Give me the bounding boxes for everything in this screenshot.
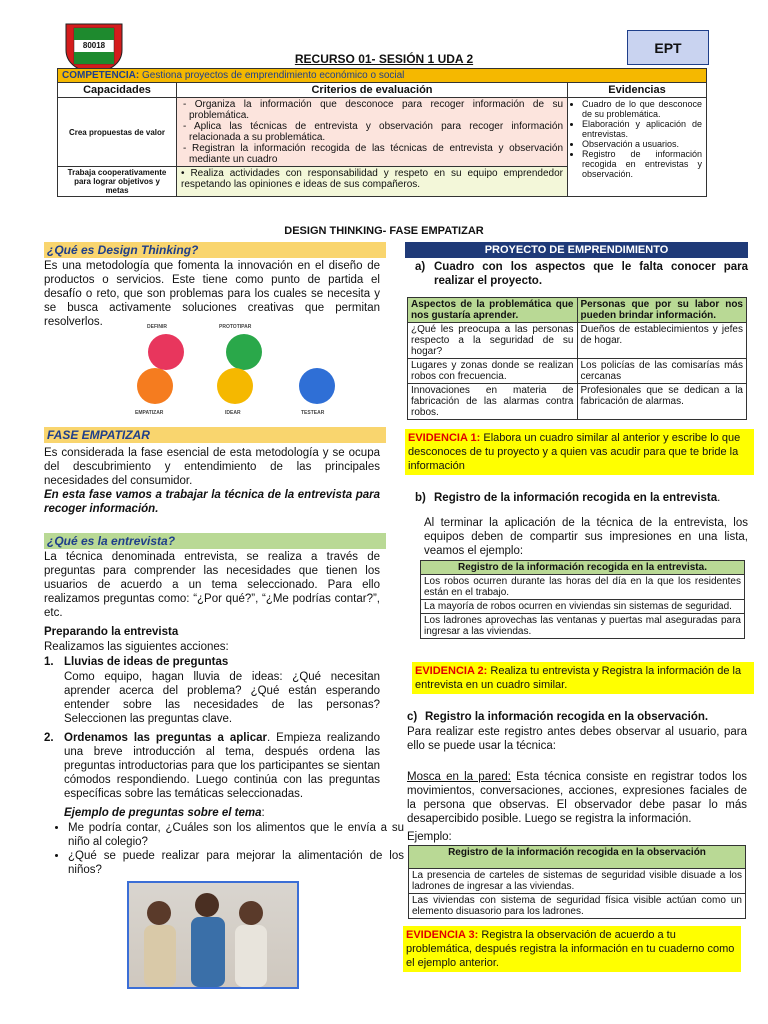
criterio-item: - Registran la información recogida de las técnicas de entrevista y observación mediante un cuadro — [189, 143, 563, 165]
table-cell: La mayoría de robos ocurren en viviendas sin sistemas de seguridad. — [421, 600, 745, 614]
col-evidencias: Evidencias — [568, 83, 707, 98]
competencia-table — [57, 68, 707, 197]
table-cell: ¿Qué les preocupa a las personas respecto a la seguridad de su hogar? — [408, 323, 578, 359]
evidencia-1-label: EVIDENCIA 1: — [408, 432, 481, 444]
table-row — [421, 600, 745, 614]
example-heading — [64, 806, 265, 820]
table-cell: Profesionales que se dedican a la fabricación de alarmas. — [577, 384, 747, 420]
b-title: Registro de la información recogida en la entrevista — [434, 492, 718, 504]
ejemplo-label: Ejemplo: — [407, 831, 452, 843]
b-label: b) — [415, 492, 426, 504]
definir-circle — [148, 334, 184, 370]
mosca-text: Esta técnica consiste en registrar todos los movimientos, conversaciones, acciones, expresiones faciales de la persona que observas. El observador debe pasar lo más desapercibido posible. Luego se registra la información. — [407, 771, 747, 825]
step1-title: Lluvias de ideas de preguntas — [64, 656, 229, 668]
testear-circle — [299, 368, 335, 404]
a-label: a) — [415, 261, 426, 273]
fase-empatizar-bold: En esta fase vamos a trabajar la técnica de la entrevista para recoger información. — [44, 489, 380, 515]
empatizar-circle — [137, 368, 173, 404]
label-idear: IDEAR — [225, 410, 241, 416]
evidencia-item: • Registro de información recogida en entrevistas y observación. — [582, 149, 702, 179]
table-row — [408, 323, 747, 359]
b-title-line — [434, 491, 748, 505]
entrevista-heading: ¿Qué es la entrevista? — [44, 533, 386, 549]
entrevista-table — [420, 560, 745, 639]
criterio-2-text: Realiza actividades con responsabilidad y respeto en su equipo emprendedor respetando las opiniones e ideas de sus compañeros. — [181, 168, 564, 190]
a-title: Cuadro con los aspectos que le falta conocer para realizar el proyecto. — [434, 261, 748, 287]
col-capacidades: Capacidades — [58, 83, 177, 98]
preparando-heading: Preparando la entrevista — [44, 626, 179, 638]
evidencia-3-text: Registra la observación de acuerdo a tu problemática, después registra la información en tu cuaderno como el ejemplo anterior. — [406, 929, 735, 969]
proyecto-heading: PROYECTO DE EMPRENDIMIENTO — [405, 242, 748, 258]
table-cell: Dueños de establecimientos y jefes de hogar. — [577, 323, 747, 359]
example-colon: : — [261, 807, 265, 819]
example-heading-text: Ejemplo de preguntas sobre el tema — [64, 807, 262, 819]
table-row — [408, 359, 747, 384]
criterios-1 — [177, 98, 568, 167]
fase-empatizar-text: Es considerada la fase esencial de esta metodología y se ocupa del descubrimiento y entendimiento de las principales necesidades del consumidor. — [44, 447, 380, 487]
example-bullet: • Me podría contar, ¿Cuáles son los alimentos que le envía a su niño al colegio? — [68, 821, 404, 849]
design-thinking-diagram — [135, 320, 325, 420]
page-title: RECURSO 01- SESIÓN 1 UDA 2 — [294, 52, 474, 66]
table-row — [421, 614, 745, 639]
evidencia-item: • Elaboración y aplicación de entrevistas. — [582, 119, 702, 139]
b-dot: . — [717, 492, 721, 504]
idear-circle — [217, 368, 253, 404]
evidencia-2 — [412, 662, 754, 694]
label-prototipar: PROTOTIPAR — [219, 324, 252, 330]
aspectos-header — [408, 298, 747, 323]
evidencia-1 — [405, 429, 754, 475]
step2-paragraph — [64, 731, 380, 801]
observacion-header — [409, 846, 746, 869]
evidencia-3-label: EVIDENCIA 3: — [406, 929, 479, 941]
step1-text: Como equipo, hagan lluvia de ideas: ¿Qué necesitan aprender acerca del problema? ¿Qué están esperando entender sobre las necesidades de las personas? Seleccionen las preguntas clave. — [64, 671, 380, 725]
observacion-table — [408, 845, 746, 919]
table-row — [409, 869, 746, 894]
entrevista-header-cell: Registro de la información recogida en la entrevista. — [421, 561, 745, 575]
aspectos-table — [407, 297, 747, 420]
mosca-paragraph — [407, 770, 747, 826]
evidencia-item: • Observación a usuarios. — [582, 139, 702, 149]
table-cell: Los ladrones aprovechas las ventanas y puertas mal aseguradas para ingresar a las viviendas. — [421, 614, 745, 639]
step2-title: Ordenamos las preguntas a aplicar — [64, 732, 267, 744]
team-photo — [127, 881, 299, 989]
aspectos-header-2: Personas que por su labor nos pueden brindar información. — [577, 298, 747, 323]
table-row — [409, 894, 746, 919]
preparando-text: Realizamos las siguientes acciones: — [44, 641, 229, 653]
table-cell: Los policías de las comisarías más cercanas — [577, 359, 747, 384]
c-label: c) — [407, 711, 418, 723]
example-list — [44, 821, 404, 877]
table-cell: Los robos ocurren durante las horas del día en la que los residentes están en el trabajo. — [421, 575, 745, 600]
competencia-text: Gestiona proyectos de emprendimiento económico o social — [142, 70, 405, 81]
label-empatizar: EMPATIZAR — [135, 410, 164, 416]
table-cell: Innovaciones en materia de fabricación de las alarmas contra robos. — [408, 384, 578, 420]
entrevista-text: La técnica denominada entrevista, se realiza a través de preguntas para comprender las necesidades que tienen los usuarios de acuerdo a un tema seleccionado. Para ello realizamos preguntas como: “¿Por qué?”, “¿Me podrías contar?”, etc. — [44, 551, 380, 619]
criterio-item: - Organiza la información que desconoce para recoger información de su problemática. — [189, 99, 563, 121]
b-text: Al terminar la aplicación de la técnica de la entrevista, los equipos deben de compartir sus impresiones en una lista, veamos el ejemplo: — [424, 517, 748, 557]
aspectos-header-1: Aspectos de la problemática que nos gustaría aprender. — [408, 298, 578, 323]
label-definir: DEFINIR — [147, 324, 167, 330]
design-thinking-text: Es una metodología que fomenta la innovación en el diseño de productos o servicios. Este tiene como punto de partida el desafío o reto, que son problemas para los cuales se necesita y se busca activamente soluciones creativas que permitan resolverlos. — [44, 260, 380, 328]
evidencias-cell — [568, 98, 707, 197]
design-thinking-heading: ¿Qué es Design Thinking? — [44, 242, 386, 258]
evidencia-item: • Cuadro de lo que desconoce de su problemática. — [582, 99, 702, 119]
table-cell: Las viviendas con sistema de seguridad física visible actúan como un elemento disuasorio para los ladrones. — [409, 894, 746, 919]
step1-number: 1. — [44, 656, 54, 668]
step2-text: . Empieza realizando una breve introducción al tema, después ordena las preguntas introductorias para que los participantes se sientan cómodos respondiendo. Luego continúa con las preguntas específicas sobre las temáticas seleccionadas. — [64, 732, 380, 800]
c-text: Para realizar este registro antes debes observar al usuario, para ello se puede usar la técnica: — [407, 726, 747, 752]
evidencia-2-text: Realiza tu entrevista y Registra la información de la entrevista en un cuadro similar. — [415, 665, 742, 691]
mosca-label: Mosca en la pared: — [407, 771, 511, 783]
label-testear: TESTEAR — [301, 410, 325, 416]
logo-number: 80018 — [82, 41, 106, 50]
example-bullet: • ¿Qué se puede realizar para mejorar la alimentación de los niños? — [68, 849, 404, 877]
table-row — [421, 575, 745, 600]
step2-number: 2. — [44, 732, 54, 744]
competencia-row — [58, 69, 707, 83]
table-cell: Lugares y zonas donde se realizan robos con frecuencia. — [408, 359, 578, 384]
capacidad-2: Trabaja cooperativamente para lograr objetivos y metas — [58, 167, 177, 197]
evidencia-2-label: EVIDENCIA 2: — [415, 665, 488, 677]
criterio-item: - Aplica las técnicas de entrevista y observación para recoger información relacionada a su problemática. — [189, 121, 563, 143]
table-cell: La presencia de carteles de sistemas de seguridad visible disuade a los ladrones de ingresar a las viviendas. — [409, 869, 746, 894]
col-criterios: Criterios de evaluación — [177, 83, 568, 98]
competencia-label: COMPETENCIA: — [62, 70, 140, 81]
fase-empatizar-heading: FASE EMPATIZAR — [44, 427, 386, 443]
capacidad-1: Crea propuestas de valor — [58, 98, 177, 167]
table-row — [408, 384, 747, 420]
c-title: Registro la información recogida en la observación. — [425, 711, 709, 723]
prototipar-circle — [226, 334, 262, 370]
evidencia-1-text: Elabora un cuadro similar al anterior y escribe lo que desconoces de tu proyecto y a quien vas acudir para que te bride la información — [408, 432, 741, 472]
criterios-2: • Realiza actividades con responsabilidad y respeto en su equipo emprendedor respetando las opiniones e ideas de sus compañeros. — [177, 167, 568, 197]
evidencia-3 — [403, 926, 741, 972]
entrevista-header — [421, 561, 745, 575]
observacion-header-cell: Registro de la información recogida en la observación — [409, 846, 746, 869]
section-title: DESIGN THINKING- FASE EMPATIZAR — [284, 225, 484, 237]
ept-badge: EPT — [627, 30, 709, 65]
